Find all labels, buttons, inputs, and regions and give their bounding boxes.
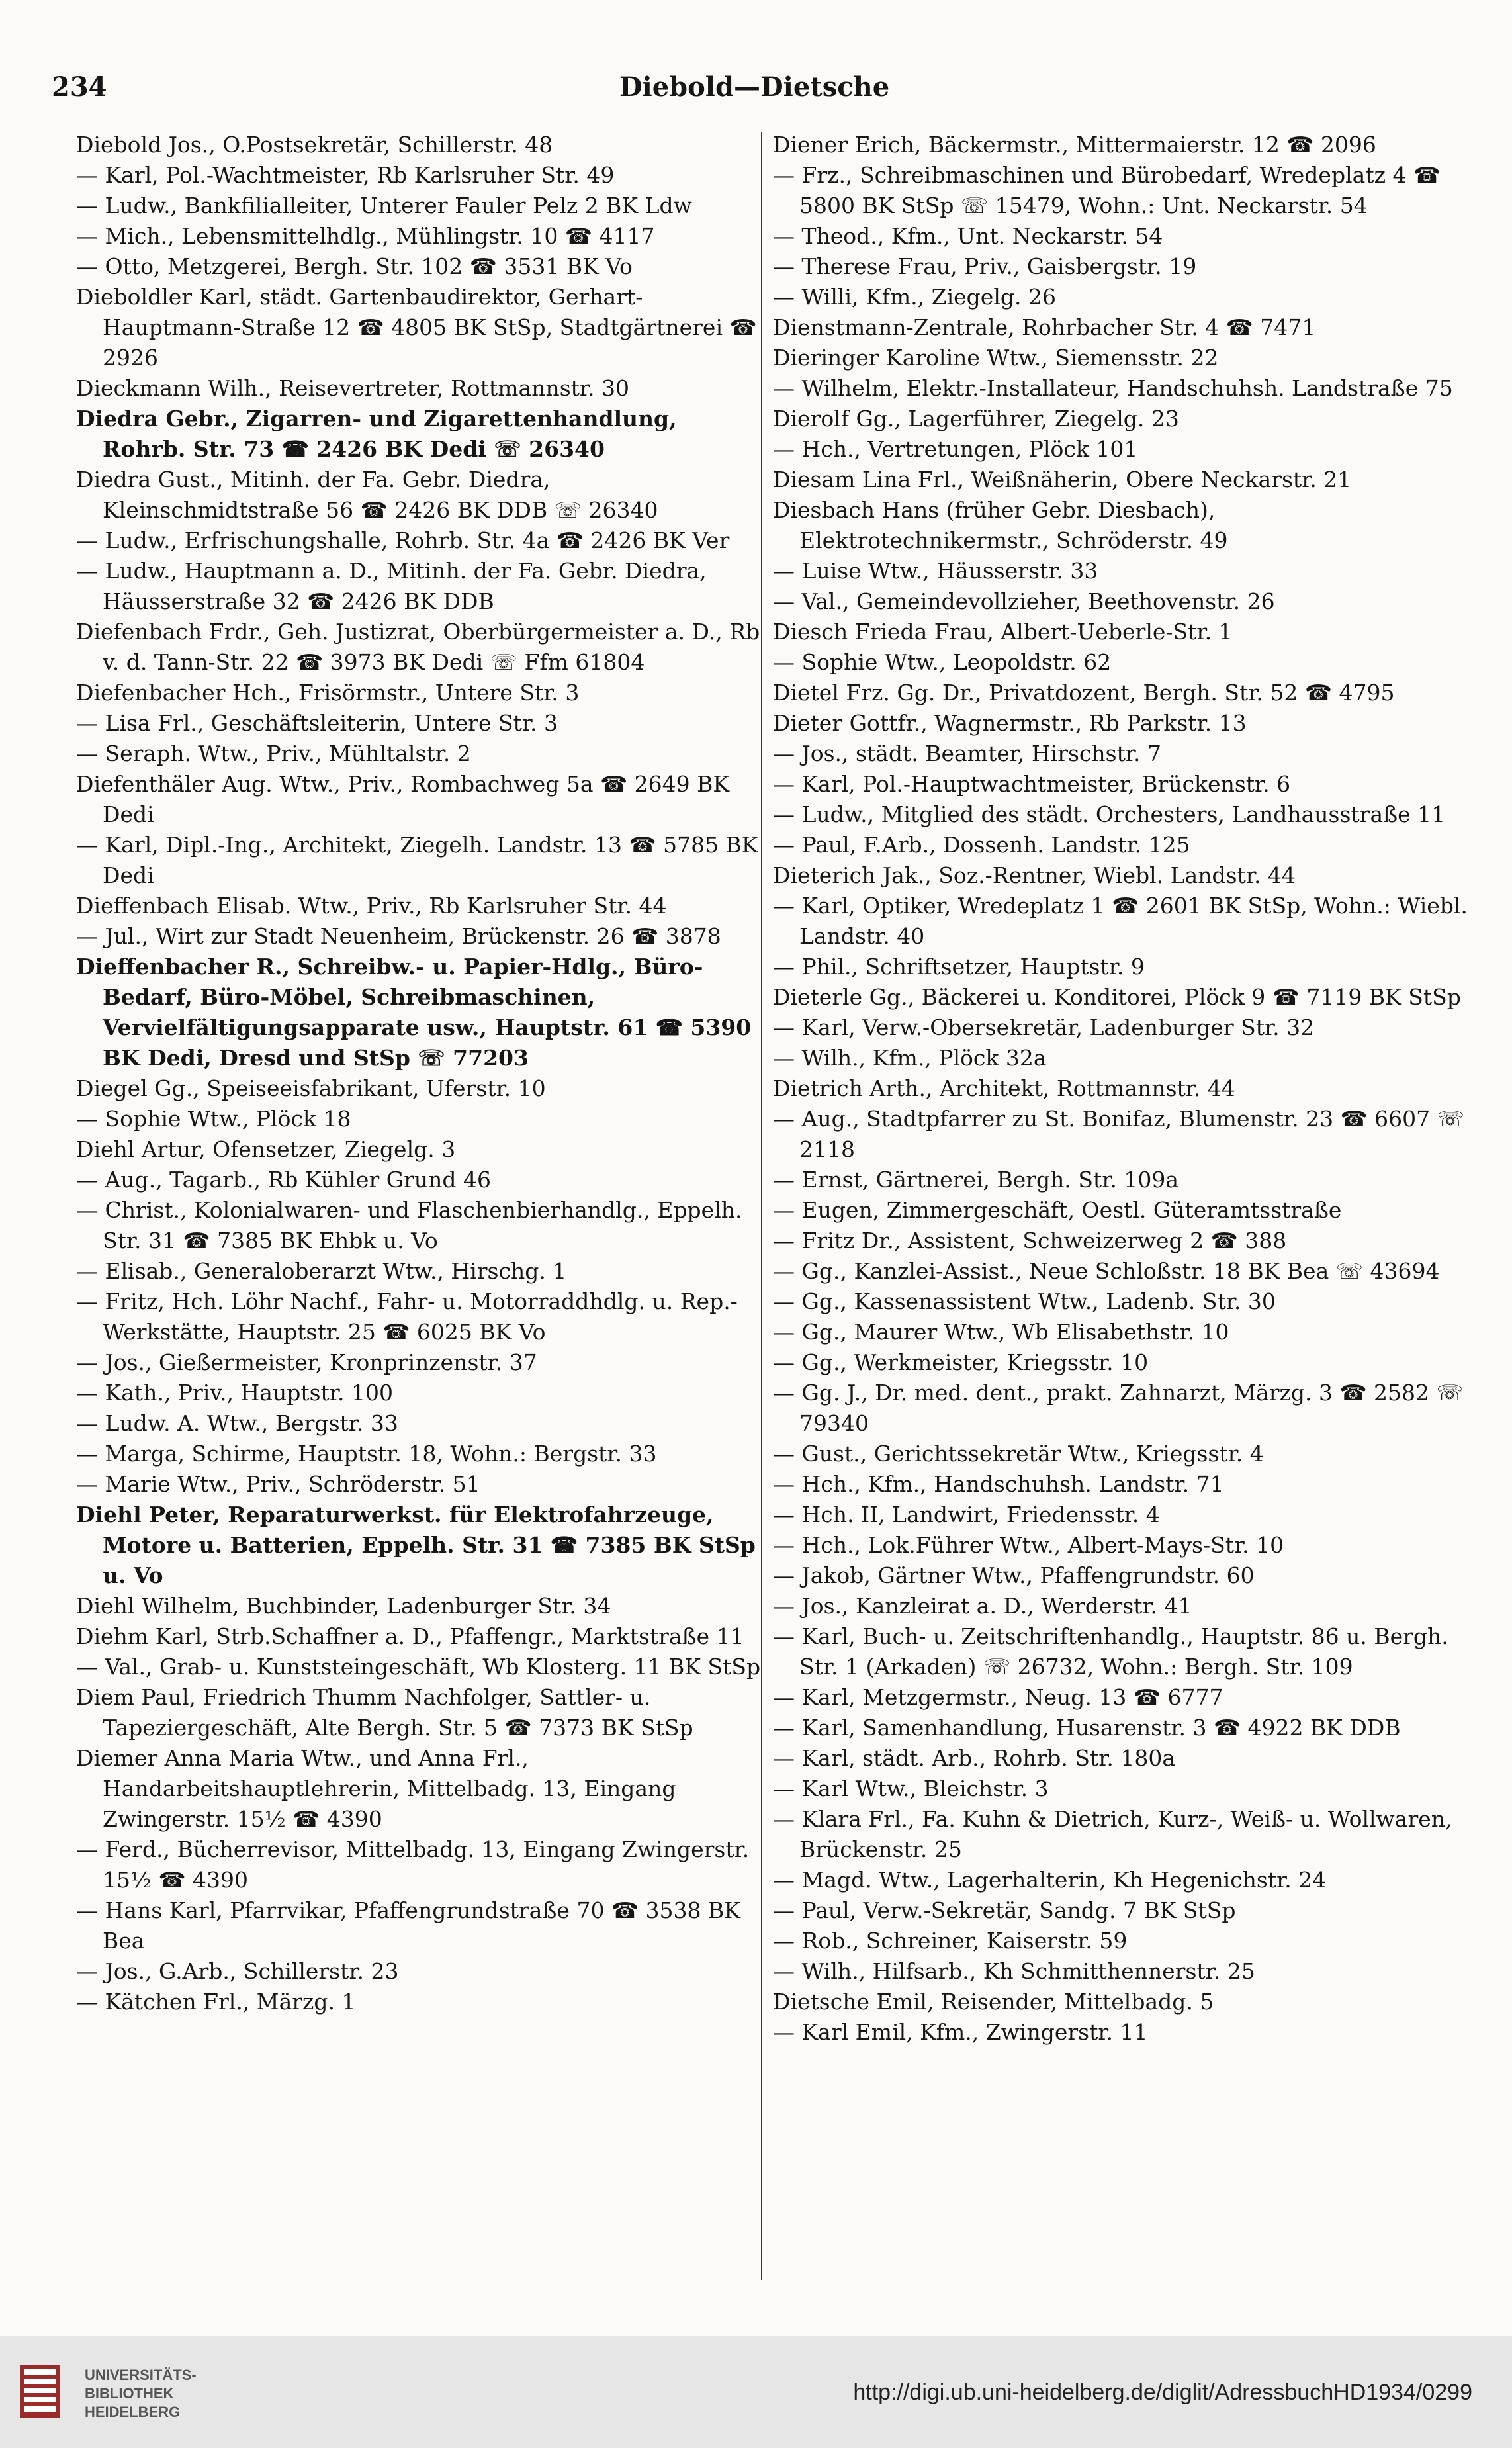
directory-entry: Diegel Gg., Speiseeisfabrikant, Uferstr. 10 (76, 1075, 546, 1101)
directory-entry: — Ludw., Bankfilialleiter, Unterer Fauler Pelz 2 BK Ldw (76, 193, 692, 218)
directory-entry: — Rob., Schreiner, Kaiserstr. 59 (773, 1928, 1128, 1954)
directory-entry: — Gg., Werkmeister, Kriegsstr. 10 (773, 1349, 1149, 1375)
directory-entry: Diehl Artur, Ofensetzer, Ziegelg. 3 (76, 1136, 456, 1162)
directory-entry: Diebold Jos., O.Postsekretär, Schillerstr. 48 (76, 132, 553, 158)
directory-entry: — Kath., Priv., Hauptstr. 100 (76, 1380, 393, 1406)
directory-entry: — Luise Wtw., Häusserstr. 33 (773, 558, 1098, 584)
directory-entry: — Wilh., Kfm., Plöck 32a (773, 1045, 1047, 1071)
directory-entry: — Karl, Samenhandlung, Husarenstr. 3 ☎ 4922 BK DDB (773, 1715, 1401, 1741)
library-name-line: BIBLIOTHEK (85, 2385, 174, 2402)
directory-entry: — Ludw., Erfrischungshalle, Rohrb. Str. 4a ☎ 2426 BK Ver (76, 527, 730, 553)
directory-entry: — Hch. II, Landwirt, Friedensstr. 4 (773, 1502, 1160, 1527)
directory-entry: — Gust., Gerichtssekretär Wtw., Kriegsstr. 4 (773, 1441, 1264, 1467)
directory-entry: Dieterle Gg., Bäckerei u. Konditorei, Plöck 9 ☎ 7119 BK StSp (773, 984, 1461, 1010)
directory-entry: — Otto, Metzgerei, Bergh. Str. 102 ☎ 3531 BK Vo (76, 253, 633, 279)
directory-entry: Diehl Peter, Reparaturwerkst. für Elektrofahrzeuge, Motore u. Batterien, Eppelh. Str. 31 ☎ 7385 BK StSp u. Vo (76, 1502, 756, 1588)
directory-entry: — Klara Frl., Fa. Kuhn & Dietrich, Kurz-, Weiß- u. Wollwaren, Brückenstr. 25 (773, 1806, 1452, 1862)
directory-entry: — Fritz, Hch. Löhr Nachf., Fahr- u. Motorraddhdlg. u. Rep.-Werkstätte, Hauptstr. 25 ☎ 6025 BK Vo (76, 1289, 738, 1345)
directory-entry: — Aug., Tagarb., Rb Kühler Grund 46 (76, 1167, 491, 1193)
directory-entry: — Karl, Verw.-Obersekretär, Ladenburger Str. 32 (773, 1015, 1315, 1040)
directory-entry: — Frz., Schreibmaschinen und Bürobedarf, Wredeplatz 4 ☎ 5800 BK StSp ☏ 15479, Wohn.: Unt. Neckarstr. 54 (773, 162, 1441, 218)
running-head: Diebold—Dietsche (619, 71, 890, 103)
directory-entry: — Karl, Buch- u. Zeitschriftenhandlg., Hauptstr. 86 u. Bergh. Str. 1 (Arkaden) ☏ 26732, Wohn.: Bergh. Str. 109 (773, 1623, 1448, 1680)
page-header (46, 71, 1462, 111)
directory-entry: — Karl, Metzgermstr., Neug. 13 ☎ 6777 (773, 1684, 1223, 1710)
directory-entry: — Hans Karl, Pfarrvikar, Pfaffengrundstraße 70 ☎ 3538 BK Bea (76, 1897, 740, 1954)
directory-entry: Dierolf Gg., Lagerführer, Ziegelg. 23 (773, 406, 1179, 431)
directory-entry: — Gg., Kassenassistent Wtw., Ladenb. Str. 30 (773, 1289, 1276, 1314)
directory-entry: Dienstmann-Zentrale, Rohrbacher Str. 4 ☎ 7471 (773, 314, 1316, 340)
directory-entry: — Hch., Vertretungen, Plöck 101 (773, 436, 1138, 462)
directory-entry: Dietel Frz. Gg. Dr., Privatdozent, Bergh. Str. 52 ☎ 4795 (773, 680, 1395, 705)
directory-entry: — Jos., städt. Beamter, Hirschstr. 7 (773, 741, 1161, 766)
directory-entry: Dieffenbacher R., Schreibw.- u. Papier-Hdlg., Büro-Bedarf, Büro-Möbel, Schreibmaschinen, Vervielfältigungsapparate usw., Hauptstr. 61 ☎ 5390 BK Dedi, Dresd und StSp ☏ 77203 (76, 954, 752, 1071)
directory-entry: Dieboldler Karl, städt. Gartenbaudirektor, Gerhart-Hauptmann-Straße 12 ☎ 4805 BK StSp, Stadtgärtnerei ☎ 2926 (76, 284, 757, 371)
directory-entry: — Eugen, Zimmergeschäft, Oestl. Güteramtsstraße (773, 1197, 1342, 1223)
directory-entry: Dieringer Karoline Wtw., Siemensstr. 22 (773, 345, 1219, 371)
directory-entry: — Paul, F.Arb., Dossenh. Landstr. 125 (773, 832, 1190, 858)
directory-entry: Diesch Frieda Frau, Albert-Ueberle-Str. 1 (773, 619, 1233, 645)
directory-entry: Diefenbach Frdr., Geh. Justizrat, Oberbürgermeister a. D., Rb v. d. Tann-Str. 22 ☎ 3973 BK Dedi ☏ Ffm 61804 (76, 619, 760, 675)
directory-entry: Diehl Wilhelm, Buchbinder, Ladenburger Str. 34 (76, 1593, 611, 1619)
directory-entry: — Karl Emil, Kfm., Zwingerstr. 11 (773, 2019, 1148, 2045)
directory-entry: — Magd. Wtw., Lagerhalterin, Kh Hegenichstr. 24 (773, 1867, 1327, 1893)
directory-entry: — Theod., Kfm., Unt. Neckarstr. 54 (773, 223, 1163, 249)
directory-entry: Diesam Lina Frl., Weißnäherin, Obere Neckarstr. 21 (773, 467, 1352, 492)
directory-entry: — Paul, Verw.-Sekretär, Sandg. 7 BK StSp (773, 1897, 1236, 1923)
directory-entry: — Ernst, Gärtnerei, Bergh. Str. 109a (773, 1167, 1179, 1193)
right-column (773, 130, 1468, 2048)
directory-entry: — Karl, städt. Arb., Rohrb. Str. 180a (773, 1745, 1176, 1771)
directory-entry: — Val., Grab- u. Kunststeingeschäft, Wb Klosterg. 11 BK StSp (76, 1654, 761, 1680)
directory-entry: Diemer Anna Maria Wtw., und Anna Frl., Handarbeitshauptlehrerin, Mittelbadg. 13, Eingang Zwingerstr. 15½ ☎ 4390 (76, 1745, 676, 1832)
directory-entry: — Ferd., Bücherrevisor, Mittelbadg. 13, Eingang Zwingerstr. 15½ ☎ 4390 (76, 1836, 750, 1893)
directory-entry: Diesbach Hans (früher Gebr. Diesbach), Elektrotechnikermstr., Schröderstr. 49 (773, 497, 1228, 553)
directory-entry: — Phil., Schriftsetzer, Hauptstr. 9 (773, 954, 1145, 979)
directory-entry: Diedra Gebr., Zigarren- und Zigarettenhandlung, Rohrb. Str. 73 ☎ 2426 BK Dedi ☏ 26340 (76, 406, 677, 462)
footer-bar (0, 2336, 1512, 2448)
directory-entry: — Gg. J., Dr. med. dent., prakt. Zahnarzt, Märzg. 3 ☎ 2582 ☏ 79340 (773, 1380, 1464, 1436)
directory-entry: — Aug., Stadtpfarrer zu St. Bonifaz, Blumenstr. 23 ☎ 6607 ☏ 2118 (773, 1106, 1464, 1162)
directory-entry: Diedra Gust., Mitinh. der Fa. Gebr. Diedra, Kleinschmidtstraße 56 ☎ 2426 BK DDB ☏ 26340 (76, 467, 658, 523)
directory-entry: — Marie Wtw., Priv., Schröderstr. 51 (76, 1471, 480, 1497)
directory-entry: Dietsche Emil, Reisender, Mittelbadg. 5 (773, 1989, 1214, 2015)
directory-entry: Diem Paul, Friedrich Thumm Nachfolger, Sattler- u. Tapeziergeschäft, Alte Bergh. Str. 5 ☎ 7373 BK StSp (76, 1684, 693, 1741)
directory-entry: Dieckmann Wilh., Reisevertreter, Rottmannstr. 30 (76, 375, 630, 401)
directory-entry: — Karl Wtw., Bleichstr. 3 (773, 1776, 1049, 1801)
directory-entry: Dieter Gottfr., Wagnermstr., Rb Parkstr. 13 (773, 710, 1247, 736)
directory-entry: — Wilhelm, Elektr.-Installateur, Handschuhsh. Landstraße 75 (773, 375, 1453, 401)
directory-entry: — Ludw., Mitglied des städt. Orchesters, Landhausstraße 11 (773, 801, 1446, 827)
directory-entry: Dieterich Jak., Soz.-Rentner, Wiebl. Landstr. 44 (773, 862, 1296, 888)
page-number: 234 (52, 71, 107, 103)
source-url-link[interactable]: http://digi.ub.uni-heidelberg.de/diglit/AdressbuchHD1934/0299 (853, 2380, 1472, 2405)
left-column (76, 130, 764, 2017)
directory-entry: — Elisab., Generaloberarzt Wtw., Hirschg. 1 (76, 1258, 567, 1284)
directory-entry: — Willi, Kfm., Ziegelg. 26 (773, 284, 1056, 310)
directory-entry: — Gg., Maurer Wtw., Wb Elisabethstr. 10 (773, 1319, 1229, 1345)
directory-entry: — Kätchen Frl., Märzg. 1 (76, 1989, 356, 2015)
directory-entry: — Fritz Dr., Assistent, Schweizerweg 2 ☎ 388 (773, 1228, 1287, 1253)
directory-entry: — Seraph. Wtw., Priv., Mühltalstr. 2 (76, 741, 471, 766)
directory-entry: Diehm Karl, Strb.Schaffner a. D., Pfaffengr., Marktstraße 11 (76, 1623, 744, 1649)
directory-entry: — Val., Gemeindevollzieher, Beethovenstr. 26 (773, 588, 1275, 614)
directory-entry: — Jul., Wirt zur Stadt Neuenheim, Brückenstr. 26 ☎ 3878 (76, 923, 721, 949)
directory-entry: — Karl, Pol.-Wachtmeister, Rb Karlsruher Str. 49 (76, 162, 615, 188)
library-name (85, 2366, 257, 2422)
library-name-line: UNIVERSITÄTS- (85, 2367, 197, 2383)
library-name-line: HEIDELBERG (85, 2404, 181, 2420)
directory-entry: — Lisa Frl., Geschäftsleiterin, Untere Str. 3 (76, 710, 558, 736)
directory-entry: — Jos., Gießermeister, Kronprinzenstr. 37 (76, 1349, 537, 1375)
directory-entry: — Karl, Optiker, Wredeplatz 1 ☎ 2601 BK StSp, Wohn.: Wiebl. Landstr. 40 (773, 893, 1468, 949)
directory-entry: Dietrich Arth., Architekt, Rottmannstr. 44 (773, 1075, 1235, 1101)
directory-entry: Diener Erich, Bäckermstr., Mittermaierstr. 12 ☎ 2096 (773, 132, 1376, 158)
directory-entry: — Jos., Kanzleirat a. D., Werderstr. 41 (773, 1593, 1192, 1619)
directory-entry: — Wilh., Hilfsarb., Kh Schmitthennerstr. 25 (773, 1958, 1255, 1984)
directory-entry: Diefenthäler Aug. Wtw., Priv., Rombachweg 5a ☎ 2649 BK Dedi (76, 771, 730, 827)
directory-entry: Diefenbacher Hch., Frisörmstr., Untere Str. 3 (76, 680, 580, 705)
directory-entry: — Marga, Schirme, Hauptstr. 18, Wohn.: Bergstr. 33 (76, 1441, 657, 1467)
directory-entry: Dieffenbach Elisab. Wtw., Priv., Rb Karlsruher Str. 44 (76, 893, 667, 919)
directory-entry: — Jos., G.Arb., Schillerstr. 23 (76, 1958, 399, 1984)
university-logo-icon (19, 2363, 71, 2422)
column-divider (761, 132, 762, 2280)
directory-entry: — Hch., Lok.Führer Wtw., Albert-Mays-Str. 10 (773, 1532, 1284, 1558)
directory-entry: — Ludw. A. Wtw., Bergstr. 33 (76, 1410, 398, 1436)
directory-entry: — Sophie Wtw., Leopoldstr. 62 (773, 649, 1112, 675)
directory-entry: — Karl, Dipl.-Ing., Architekt, Ziegelh. Landstr. 13 ☎ 5785 BK Dedi (76, 832, 758, 888)
directory-entry: — Jakob, Gärtner Wtw., Pfaffengrundstr. 60 (773, 1563, 1255, 1588)
directory-entry: — Sophie Wtw., Plöck 18 (76, 1106, 351, 1132)
directory-entry: — Mich., Lebensmittelhdlg., Mühlingstr. 10 ☎ 4117 (76, 223, 655, 249)
directory-entry: — Ludw., Hauptmann a. D., Mitinh. der Fa. Gebr. Diedra, Häusserstraße 32 ☎ 2426 BK DDB (76, 558, 707, 614)
directory-entry: — Gg., Kanzlei-Assist., Neue Schloßstr. 18 BK Bea ☏ 43694 (773, 1258, 1440, 1284)
directory-entry: — Therese Frau, Priv., Gaisbergstr. 19 (773, 253, 1197, 279)
directory-entry: — Hch., Kfm., Handschuhsh. Landstr. 71 (773, 1471, 1224, 1497)
directory-entry: — Karl, Pol.-Hauptwachtmeister, Brückenstr. 6 (773, 771, 1291, 797)
directory-entry: — Christ., Kolonialwaren- und Flaschenbierhandlg., Eppelh. Str. 31 ☎ 7385 BK Ehbk u. Vo (76, 1197, 742, 1253)
